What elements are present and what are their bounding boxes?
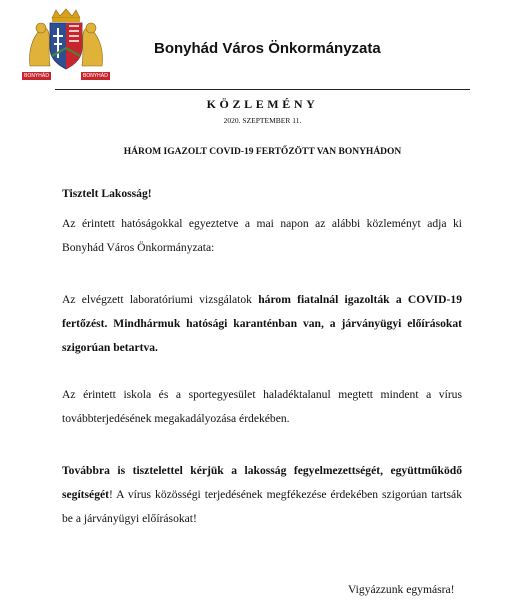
- greeting: Tisztelt Lakosság!: [62, 187, 152, 200]
- coat-of-arms-logo: [22, 8, 110, 82]
- coat-of-arms-icon: [22, 8, 110, 72]
- crest-banner: [22, 70, 110, 82]
- paragraph-4: [62, 459, 462, 531]
- crest-banner-left: BONYHÁD: [24, 73, 50, 79]
- paragraph-2: [62, 288, 462, 360]
- paragraph-2-text: Az elvégzett laboratóriumi vizsgálatok: [62, 293, 259, 306]
- header-divider: [55, 89, 470, 90]
- document-headline: HÁROM IGAZOLT COVID-19 FERTŐZÖTT VAN BONYHÁDON: [123, 147, 402, 157]
- paragraph-2-bold: három fiatalnál igazolták a COVID-19 fertőzést. Mindhármuk hatósági karanténban van, a járványügyi előírásokat szigorúan betartva.: [62, 293, 463, 354]
- paragraph-4-text: ! A vírus közösségi terjedésének megfékezése érdekében szigorúan tartsák be a járványügyi előírásokat!: [62, 488, 462, 525]
- document-date: 2020. SZEPTEMBER 11.: [223, 116, 302, 125]
- paragraph-4-bold: Továbbra is tisztelettel kérjük a lakosság fegyelmezettségét, együttműködő segítségét: [62, 464, 462, 501]
- signoff: Vigyázzunk egymásra!: [348, 583, 455, 596]
- organization-name: Bonyhád Város Önkormányzata: [154, 40, 381, 57]
- document-title: KÖZLEMÉNY: [206, 97, 319, 111]
- paragraph-1: Az érintett hatóságokkal egyeztetve a mai napon az alábbi közleményt adja ki Bonyhád Város Önkormányzata:: [62, 217, 462, 254]
- paragraph-3: Az érintett iskola és a sportegyesület haladéktalanul megtett mindent a vírus továbbterjedésének megakadályozása érdekében.: [62, 388, 462, 425]
- crest-banner-right: BONYHÁD: [82, 73, 108, 79]
